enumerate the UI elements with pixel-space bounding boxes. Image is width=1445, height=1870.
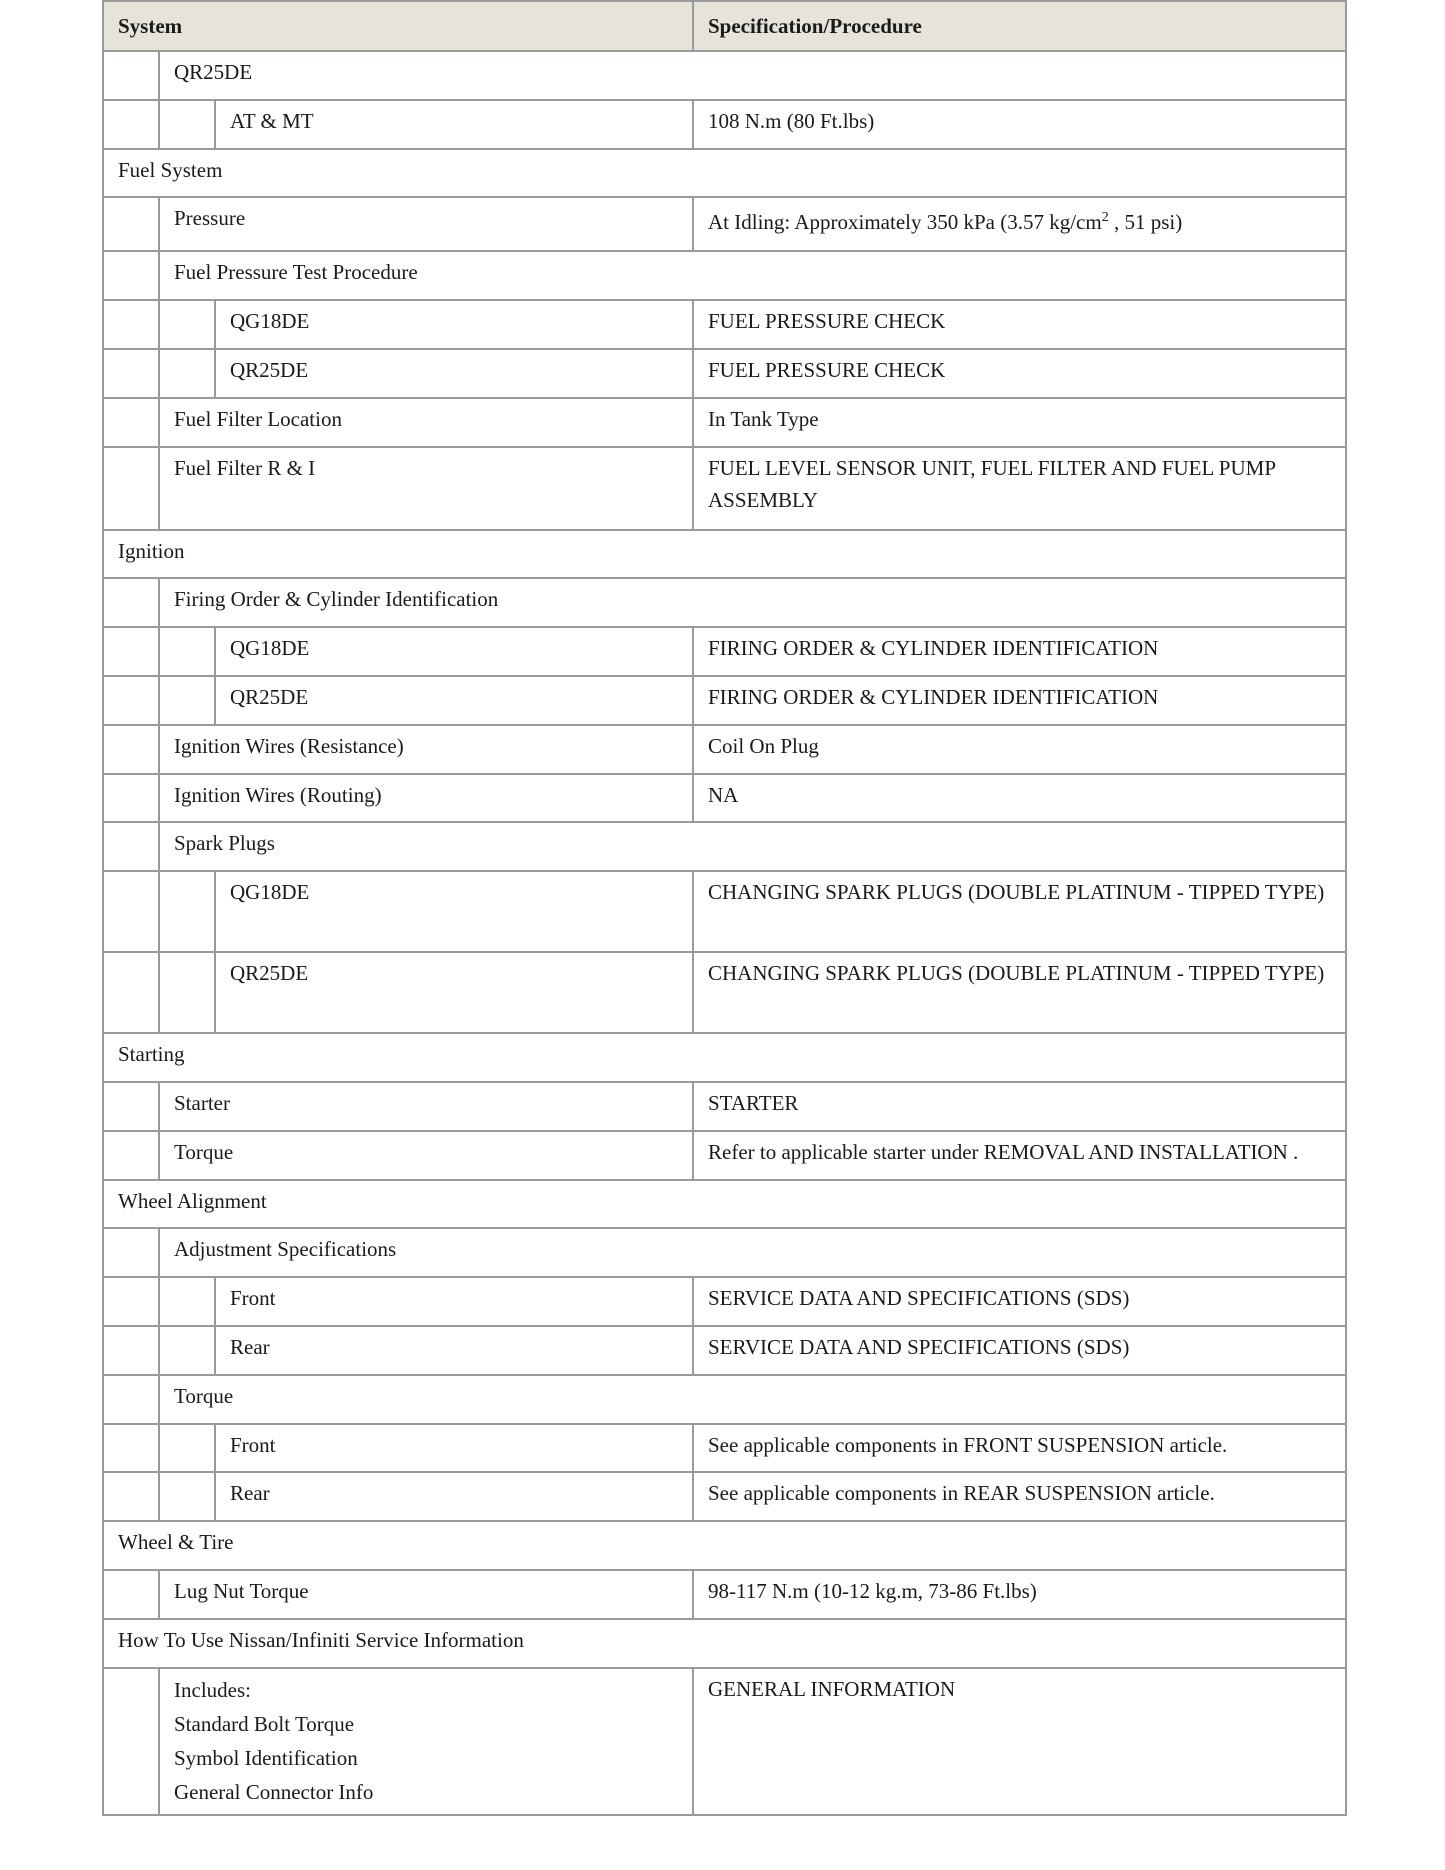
item-label: QR25DE	[215, 952, 693, 1033]
item-value: FUEL PRESSURE CHECK	[693, 300, 1346, 349]
item-label-multiline: Includes: Standard Bolt Torque Symbol Identification General Connector Info	[159, 1668, 693, 1815]
table-header-row	[103, 1, 1346, 51]
subsection-label: Adjustment Specifications	[159, 1228, 1346, 1277]
item-label: Front	[215, 1424, 693, 1473]
table-row	[103, 1668, 1346, 1815]
header-spec: Specification/Procedure	[693, 1, 1346, 51]
item-value: FUEL PRESSURE CHECK	[693, 349, 1346, 398]
item-label: Rear	[215, 1472, 693, 1521]
item-value: NA	[693, 774, 1346, 823]
section-label: Wheel & Tire	[103, 1521, 1346, 1570]
subsection-label: Torque	[159, 1375, 1346, 1424]
item-value: FIRING ORDER & CYLINDER IDENTIFICATION	[693, 676, 1346, 725]
table-row	[103, 1472, 1346, 1521]
table-row	[103, 952, 1346, 1033]
table-row	[103, 1375, 1346, 1424]
subsection-label: Fuel Pressure Test Procedure	[159, 251, 1346, 300]
item-value: See applicable components in FRONT SUSPENSION article.	[693, 1424, 1346, 1473]
table-row	[103, 530, 1346, 579]
subsection-label: Firing Order & Cylinder Identification	[159, 578, 1346, 627]
table-row	[103, 1521, 1346, 1570]
table-row	[103, 1033, 1346, 1082]
table-row	[103, 1131, 1346, 1180]
subsection-label: QR25DE	[159, 51, 1346, 100]
item-label: Torque	[159, 1131, 693, 1180]
table-row	[103, 1082, 1346, 1131]
item-value: Refer to applicable starter under REMOVAL AND INSTALLATION .	[693, 1131, 1346, 1180]
table-row	[103, 1277, 1346, 1326]
table-row	[103, 398, 1346, 447]
table-row	[103, 447, 1346, 530]
section-label: Starting	[103, 1033, 1346, 1082]
table-row	[103, 1228, 1346, 1277]
item-label: QR25DE	[215, 349, 693, 398]
item-value: SERVICE DATA AND SPECIFICATIONS (SDS)	[693, 1277, 1346, 1326]
item-value: At Idling: Approximately 350 kPa (3.57 $kg/cm^2$ , 51 psi)	[693, 197, 1346, 251]
table-row	[103, 1326, 1346, 1375]
table-row	[103, 871, 1346, 952]
item-label: QR25DE	[215, 676, 693, 725]
item-label: Ignition Wires (Routing)	[159, 774, 693, 823]
table-row	[103, 300, 1346, 349]
item-label: Starter	[159, 1082, 693, 1131]
table-row	[103, 51, 1346, 100]
spec-table	[102, 0, 1347, 1816]
subsection-label: Spark Plugs	[159, 822, 1346, 871]
table-row	[103, 1619, 1346, 1668]
item-value: 108 N.m (80 Ft.lbs)	[693, 100, 1346, 149]
table-row	[103, 1424, 1346, 1473]
table-row	[103, 676, 1346, 725]
item-value: STARTER	[693, 1082, 1346, 1131]
section-label: Fuel System	[103, 149, 1346, 198]
section-label: Ignition	[103, 530, 1346, 579]
item-label: QG18DE	[215, 300, 693, 349]
section-label: How To Use Nissan/Infiniti Service Information	[103, 1619, 1346, 1668]
table-row	[103, 349, 1346, 398]
table-row	[103, 627, 1346, 676]
section-label: Wheel Alignment	[103, 1180, 1346, 1229]
item-value: GENERAL INFORMATION	[693, 1668, 1346, 1815]
table-row	[103, 197, 1346, 251]
header-system: System	[103, 1, 693, 51]
table-row	[103, 774, 1346, 823]
item-label: Rear	[215, 1326, 693, 1375]
item-value: 98-117 N.m (10-12 kg.m, 73-86 Ft.lbs)	[693, 1570, 1346, 1619]
item-label: QG18DE	[215, 627, 693, 676]
item-value: FUEL LEVEL SENSOR UNIT, FUEL FILTER AND FUEL PUMP ASSEMBLY	[693, 447, 1346, 530]
item-value: In Tank Type	[693, 398, 1346, 447]
item-label: QG18DE	[215, 871, 693, 952]
item-value: See applicable components in REAR SUSPENSION article.	[693, 1472, 1346, 1521]
item-label: AT & MT	[215, 100, 693, 149]
table-row	[103, 822, 1346, 871]
table-row	[103, 1180, 1346, 1229]
table-row	[103, 100, 1346, 149]
item-value: FIRING ORDER & CYLINDER IDENTIFICATION	[693, 627, 1346, 676]
table-row	[103, 578, 1346, 627]
item-value: CHANGING SPARK PLUGS (DOUBLE PLATINUM - TIPPED TYPE)	[693, 871, 1346, 952]
item-label: Ignition Wires (Resistance)	[159, 725, 693, 774]
item-label: Pressure	[159, 197, 693, 251]
table-row	[103, 725, 1346, 774]
table-row	[103, 1570, 1346, 1619]
table-row	[103, 149, 1346, 198]
item-value: SERVICE DATA AND SPECIFICATIONS (SDS)	[693, 1326, 1346, 1375]
item-label: Fuel Filter Location	[159, 398, 693, 447]
item-value: CHANGING SPARK PLUGS (DOUBLE PLATINUM - TIPPED TYPE)	[693, 952, 1346, 1033]
item-label: Front	[215, 1277, 693, 1326]
table-row	[103, 251, 1346, 300]
item-label: Lug Nut Torque	[159, 1570, 693, 1619]
item-label: Fuel Filter R & I	[159, 447, 693, 530]
item-value: Coil On Plug	[693, 725, 1346, 774]
